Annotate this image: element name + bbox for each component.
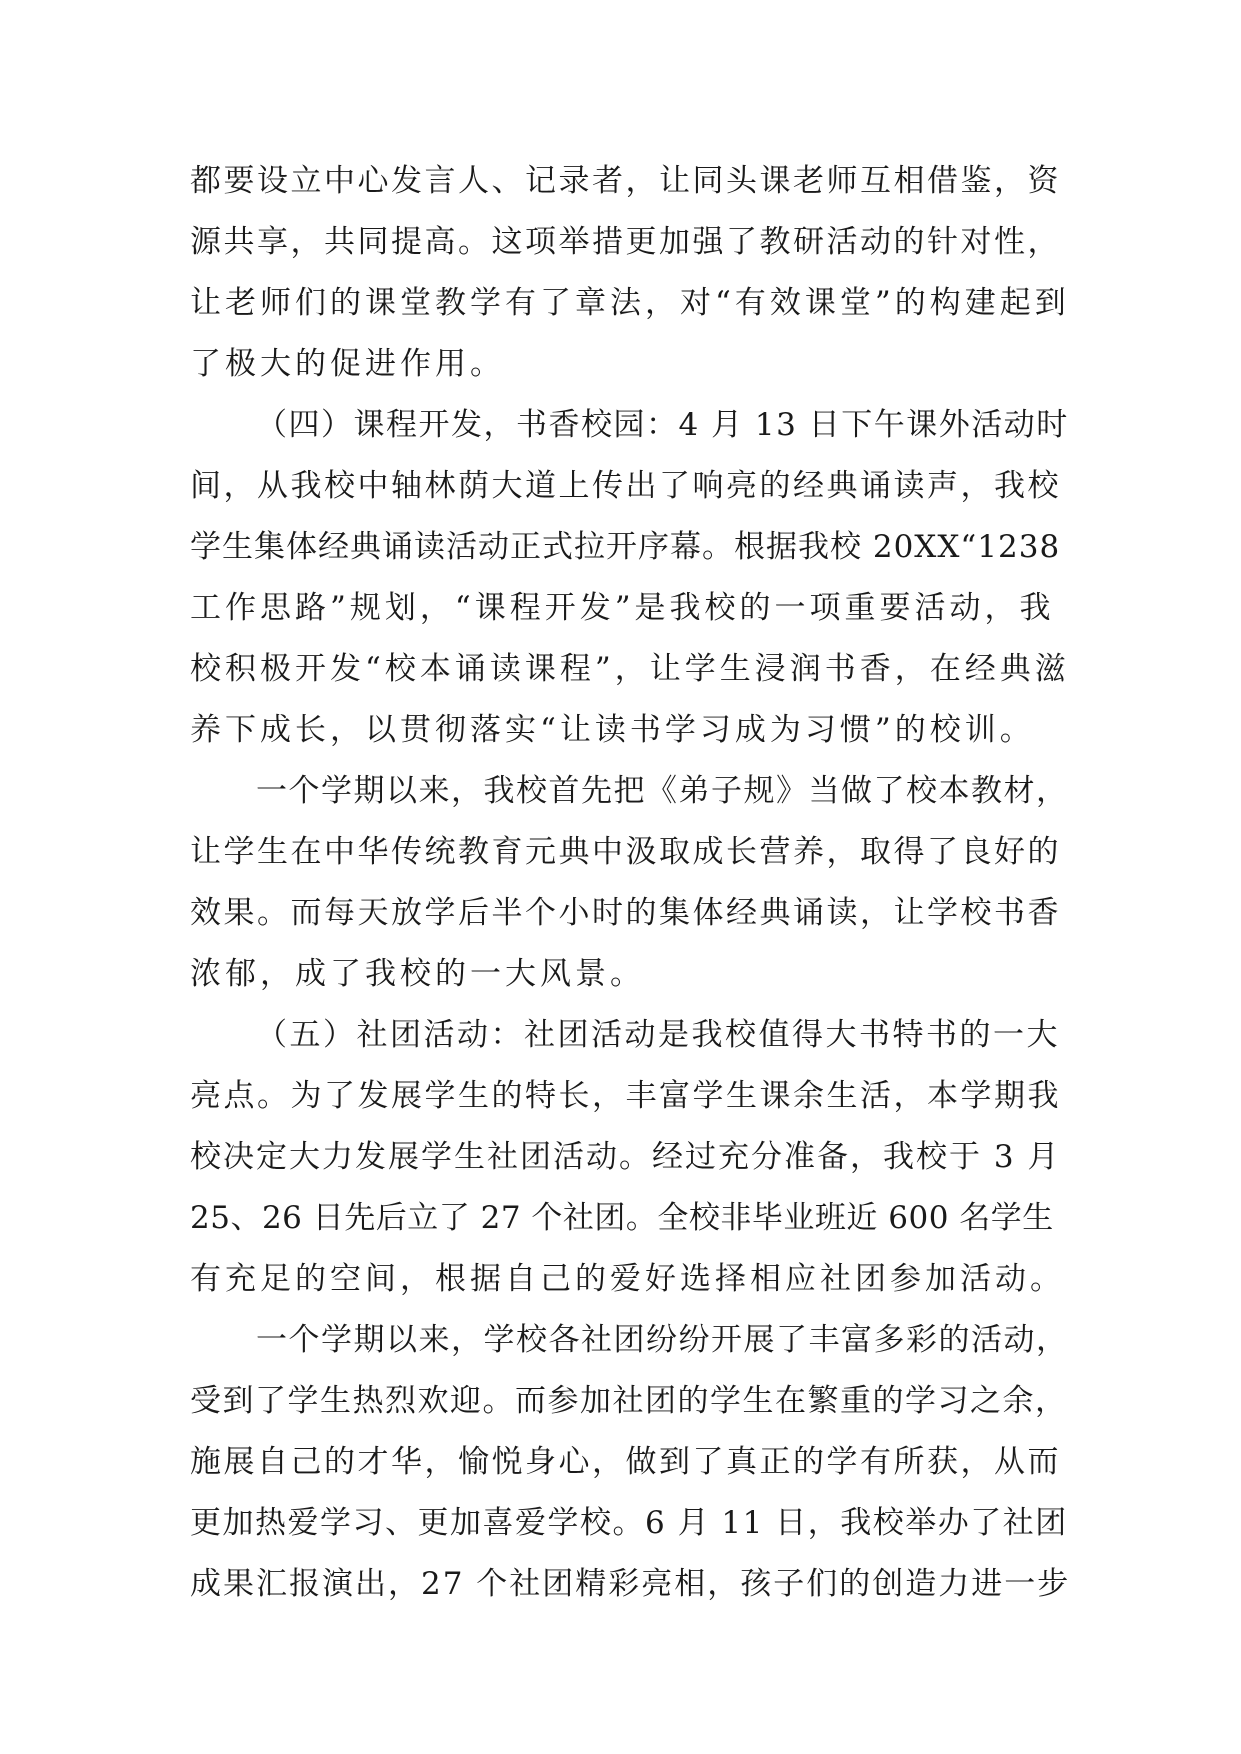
text-line: 学生集体经典诵读活动正式拉开序幕。根据我校 20XX“1238 — [190, 529, 1061, 565]
text-line: 让老师们的课堂教学有了章法，对“有效课堂”的构建起到 — [190, 285, 1070, 321]
text-line: 更加热爱学习、更加喜爱学校。6 月 11 日，我校举办了社团 — [190, 1505, 1068, 1541]
text-line: 间，从我校中轴林荫大道上传出了响亮的经典诵读声，我校 — [190, 468, 1061, 504]
text-line: 都要设立中心发言人、记录者，让同头课老师互相借鉴，资 — [190, 163, 1061, 199]
text-line: 一个学期以来，我校首先把《弟子规》当做了校本教材， — [256, 773, 1069, 809]
text-line: 了极大的促进作用。 — [190, 346, 505, 382]
text-line: 源共享，共同提高。这项举措更加强了教研活动的针对性， — [190, 224, 1061, 260]
text-line: 25、26 日先后立了 27 个社团。全校非毕业班近 600 名学生 — [190, 1200, 1054, 1236]
text-line: 工作思路”规划，“课程开发”是我校的一项重要活动，我 — [190, 590, 1055, 626]
text-line: 受到了学生热烈欢迎。而参加社团的学生在繁重的学习之余， — [190, 1383, 1068, 1419]
text-line: 施展自己的才华，愉悦身心，做到了真正的学有所获，从而 — [190, 1444, 1061, 1480]
text-line: 成果汇报演出，27 个社团精彩亮相，孩子们的创造力进一步 — [190, 1566, 1071, 1602]
text-line: （五）社团活动：社团活动是我校值得大书特书的一大 — [256, 1017, 1060, 1053]
text-line: （四）课程开发，书香校园：4 月 13 日下午课外活动时 — [256, 407, 1069, 443]
text-line: 校积极开发“校本诵读课程”，让学生浸润书香，在经典滋 — [190, 651, 1070, 687]
text-line: 有充足的空间，根据自己的爱好选择相应社团参加活动。 — [190, 1261, 1065, 1297]
text-line: 效果。而每天放学后半个小时的集体经典诵读，让学校书香 — [190, 895, 1061, 931]
text-line: 浓郁，成了我校的一大风景。 — [190, 956, 645, 992]
text-line: 让学生在中华传统教育元典中汲取成长营养，取得了良好的 — [190, 834, 1061, 870]
text-line: 亮点。为了发展学生的特长，丰富学生课余生活，本学期我 — [190, 1078, 1061, 1114]
text-line: 校决定大力发展学生社团活动。经过充分准备，我校于 3 月 — [190, 1139, 1061, 1175]
document-body — [190, 151, 1070, 1615]
text-line: 一个学期以来，学校各社团纷纷开展了丰富多彩的活动， — [256, 1322, 1069, 1358]
text-line: 养下成长，以贯彻落实“让读书学习成为习惯”的校训。 — [190, 712, 1035, 748]
